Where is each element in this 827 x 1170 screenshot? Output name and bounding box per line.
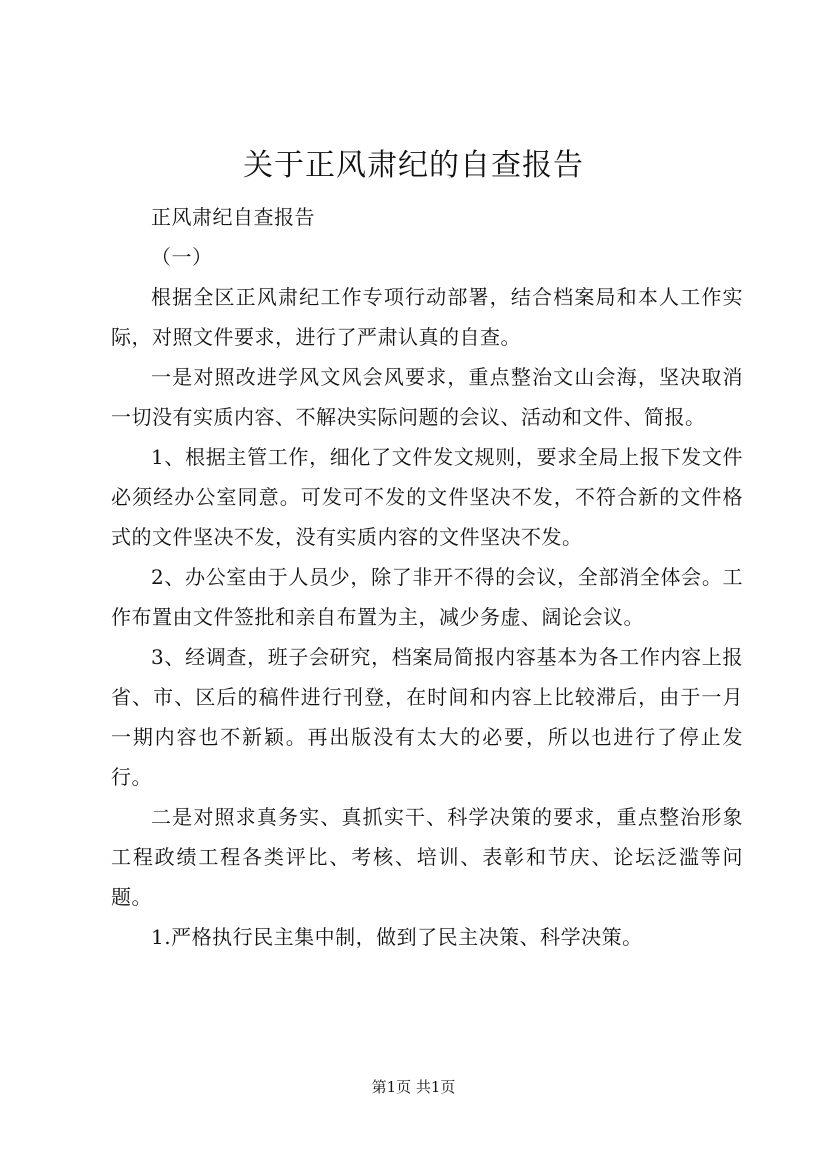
paragraph-point-two: 二是对照求真务实、真抓实干、科学决策的要求，重点整治形象工程政绩工程各类评比、考核、培训、表彰和节庆、论坛泛滥等问题。	[111, 805, 743, 909]
paragraph-section-number: （一）	[151, 245, 213, 269]
paragraph-point-one: 一是对照改进学风文风会风要求，重点整治文山会海，坚决取消一切没有实质内容、不解决实际问题的会议、活动和文件、简报。	[111, 365, 743, 429]
page-footer: 第1页 共1页	[371, 1078, 456, 1096]
document-body	[111, 197, 743, 957]
paragraph-subtitle: 正风肃纪自查报告	[151, 205, 315, 229]
paragraph-item-3: 3、经调查，班子会研究，档案局简报内容基本为各工作内容上报省、市、区后的稿件进行刊登，在时间和内容上比较滞后，由于一月一期内容也不新颖。再出版没有太大的必要，所以也进行了停止发行。	[111, 645, 743, 789]
paragraph-item-1: 1、根据主管工作，细化了文件发文规则，要求全局上报下发文件必须经办公室同意。可发可不发的文件坚决不发，不符合新的文件格式的文件坚决不发，没有实质内容的文件坚决不发。	[111, 445, 743, 549]
paragraph-intro: 根据全区正风肃纪工作专项行动部署，结合档案局和本人工作实际，对照文件要求，进行了严肃认真的自查。	[111, 285, 743, 349]
document-title: 关于正风肃纪的自查报告	[243, 148, 584, 183]
paragraph-item-1-b: 1.严格执行民主集中制，做到了民主决策、科学决策。	[151, 925, 643, 949]
paragraph-item-2: 2、办公室由于人员少，除了非开不得的会议，全部消全体会。工作布置由文件签批和亲自布置为主，减少务虚、阔论会议。	[111, 565, 743, 629]
